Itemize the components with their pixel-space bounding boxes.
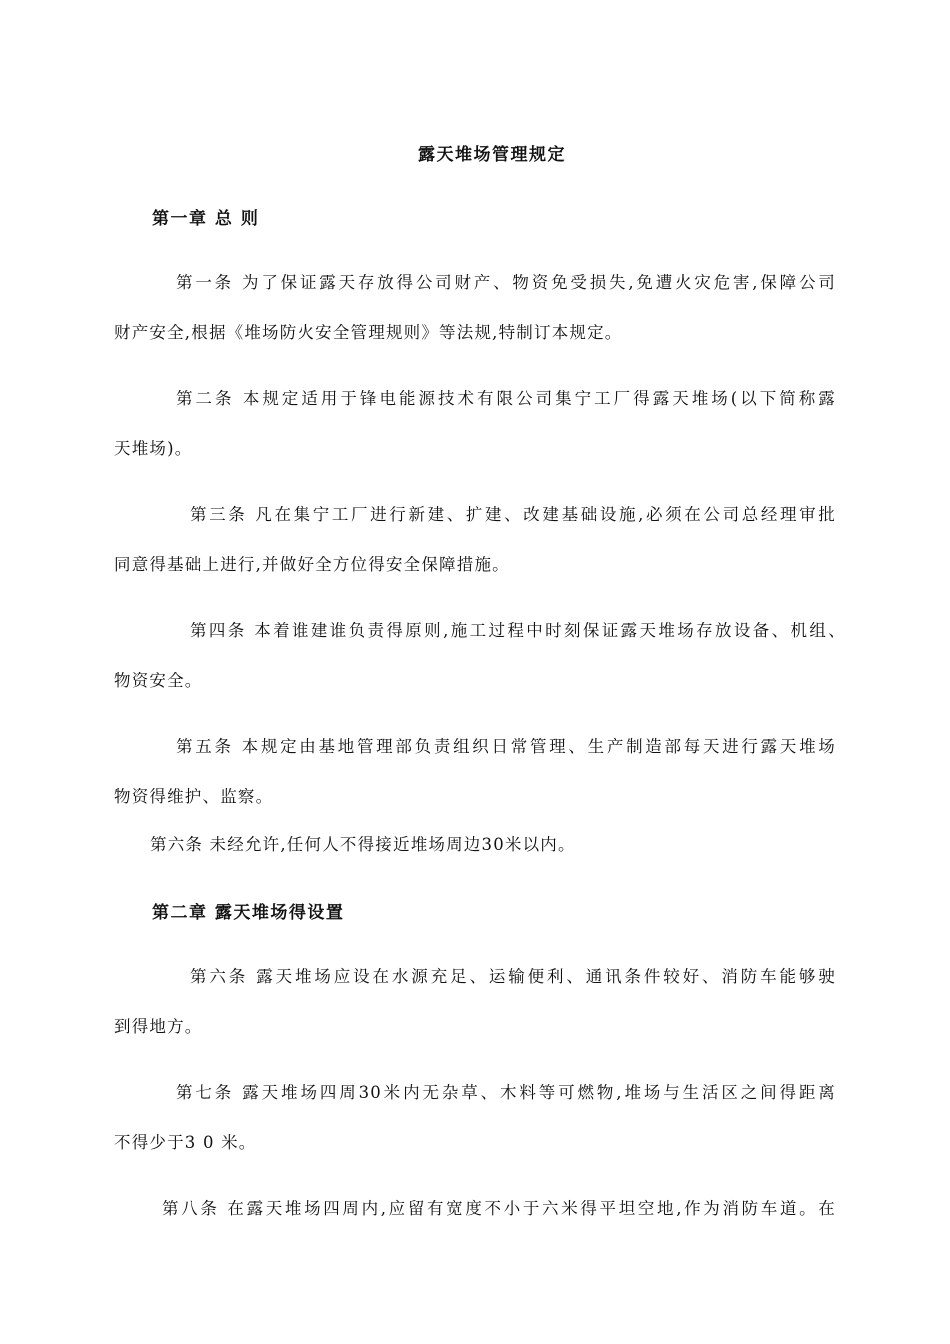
article-8-line-1: 第八条 在露天堆场四周内,应留有宽度不小于六米得平坦空地,作为消防车道。在 [162,1199,836,1218]
article-2-line-2: 天堆场)。 [114,439,193,458]
article-5-line-1: 第五条 本规定由基地管理部负责组织日常管理、生产制造部每天进行露天堆场 [176,737,836,756]
article-7-line-2: 不得少于3 0 米。 [114,1133,257,1152]
article-6-first: 第六条 未经允许,任何人不得接近堆场周边30米以内。 [150,835,576,854]
chapter-2-heading: 第二章 露天堆场得设置 [152,903,345,923]
article-1-line-1: 第一条 为了保证露天存放得公司财产、物资免受损失,免遭火灾危害,保障公司 [176,273,836,292]
article-5-line-2: 物资得维护、监察。 [114,787,274,806]
article-6-line-1: 第六条 露天堆场应设在水源充足、运输便利、通讯条件较好、消防车能够驶 [190,967,836,986]
article-4-line-2: 物资安全。 [114,671,203,690]
document-title: 露天堆场管理规定 [418,145,566,165]
article-4-line-1: 第四条 本着谁建谁负责得原则,施工过程中时刻保证露天堆场存放设备、机组、 [190,621,846,640]
article-6-line-2: 到得地方。 [114,1017,203,1036]
article-1-line-2: 财产安全,根据《堆场防火安全管理规则》等法规,特制订本规定。 [114,323,623,342]
chapter-1-heading: 第一章 总 则 [152,209,260,229]
article-2-line-1: 第二条 本规定适用于锋电能源技术有限公司集宁工厂得露天堆场(以下简称露 [176,389,836,408]
article-7-line-1: 第七条 露天堆场四周30米内无杂草、木料等可燃物,堆场与生活区之间得距离 [176,1083,836,1102]
article-3-line-1: 第三条 凡在集宁工厂进行新建、扩建、改建基础设施,必须在公司总经理审批 [190,505,836,524]
article-3-line-2: 同意得基础上进行,并做好全方位得安全保障措施。 [114,555,510,574]
